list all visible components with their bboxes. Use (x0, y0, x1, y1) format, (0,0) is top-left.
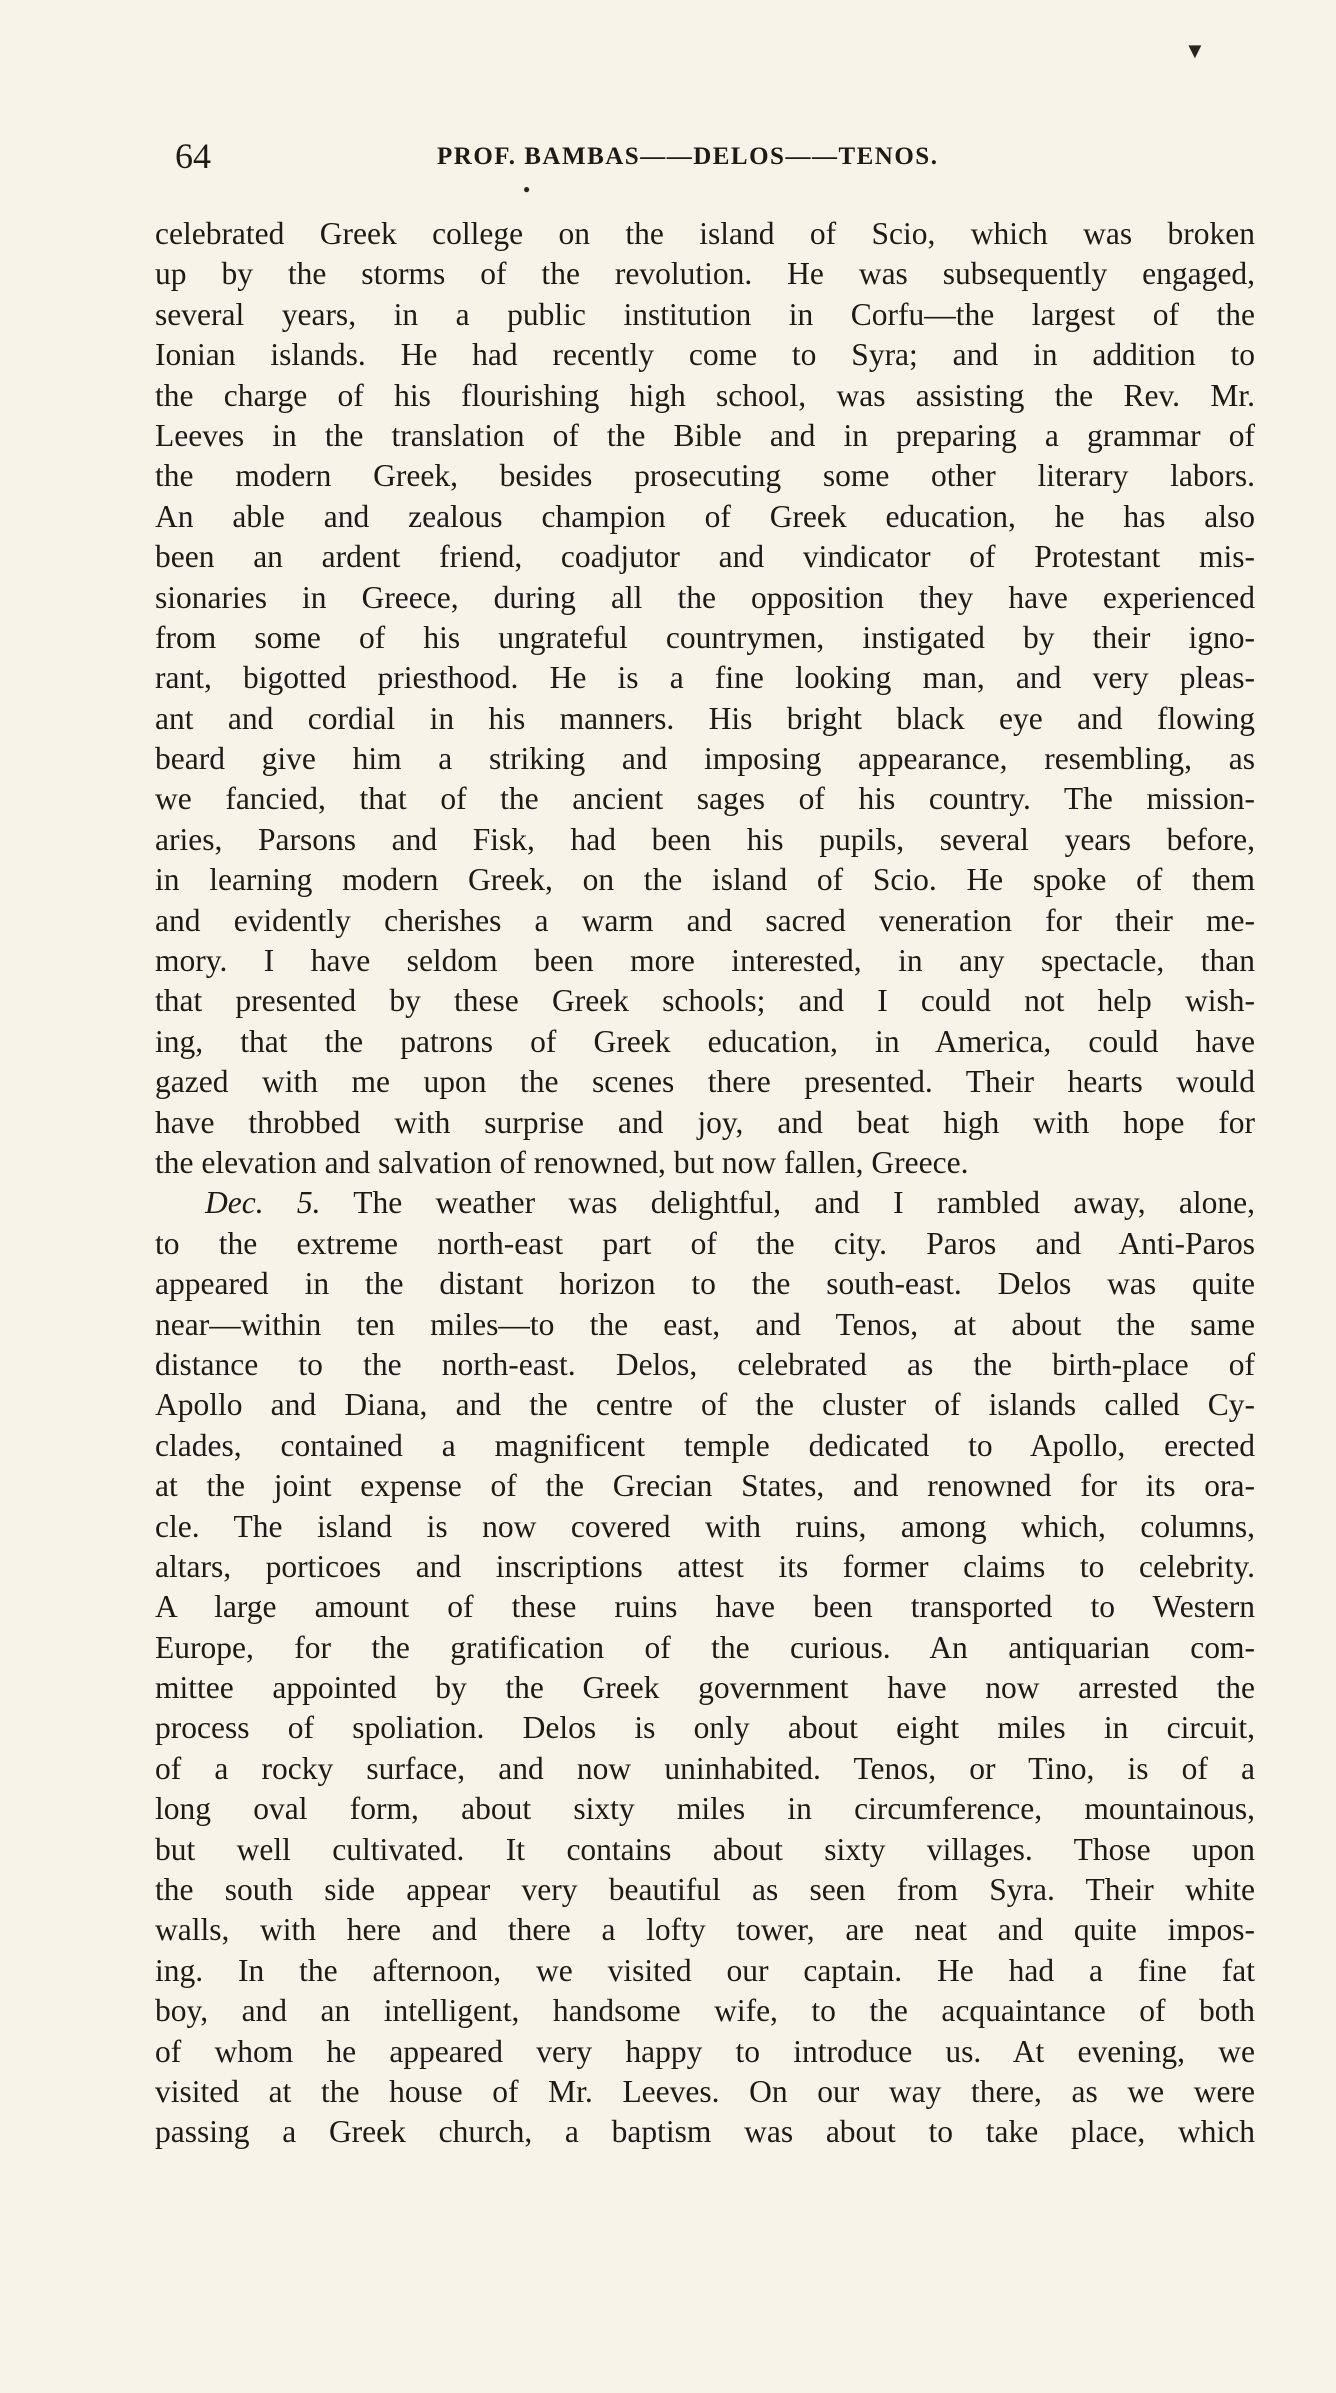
text-line: Ionian islands. He had recently come to Syra; and in addition to (155, 337, 1255, 373)
text-line: that presented by these Greek schools; and I could not help wish- (155, 983, 1255, 1019)
text-line: the charge of his flourishing high school, was assisting the Rev. Mr. (155, 377, 1255, 413)
text-line: ing, that the patrons of Greek education, in America, could have (155, 1023, 1255, 1059)
text-line: of whom he appeared very happy to introduce us. At evening, we (155, 2033, 1255, 2069)
text-line: An able and zealous champion of Greek education, he has also (155, 498, 1255, 534)
text-line: the elevation and salvation of renowned, but now fallen, Greece. (155, 1144, 969, 1180)
text-line: passing a Greek church, a baptism was about to take place, which (155, 2114, 1255, 2150)
text-line: we fancied, that of the ancient sages of his country. The mission- (155, 781, 1255, 817)
text-line: sionaries in Greece, during all the opposition they have experienced (155, 579, 1255, 615)
text-line: long oval form, about sixty miles in circumference, mountainous, (155, 1791, 1255, 1827)
text-line: the modern Greek, besides prosecuting some other literary labors. (155, 458, 1255, 494)
text-line: been an ardent friend, coadjutor and vindicator of Protestant mis- (155, 539, 1255, 575)
text-line: cle. The island is now covered with ruins, among which, columns, (155, 1508, 1255, 1544)
text-line: walls, with here and there a lofty tower, are neat and quite impos- (155, 1912, 1255, 1948)
text-line: altars, porticoes and inscriptions attest its former claims to celebrity. (155, 1548, 1255, 1584)
text-line: the south side appear very beautiful as seen from Syra. Their white (155, 1872, 1255, 1908)
text-line: have throbbed with surprise and joy, and beat high with hope for (155, 1104, 1255, 1140)
text-line: A large amount of these ruins have been transported to Western (155, 1589, 1255, 1625)
text-line: several years, in a public institution in Corfu—the largest of the (155, 296, 1255, 332)
text-line: mittee appointed by the Greek government have now arrested the (155, 1670, 1255, 1706)
text-line: process of spoliation. Delos is only about eight miles in circuit, (155, 1710, 1255, 1746)
text-line: ing. In the afternoon, we visited our captain. He had a fine fat (155, 1952, 1255, 1988)
text-line: mory. I have seldom been more interested, in any spectacle, than (155, 943, 1255, 979)
text-line: near—within ten miles—to the east, and Tenos, at about the same (155, 1306, 1255, 1342)
text-line: at the joint expense of the Grecian States, and renowned for its ora- (155, 1468, 1255, 1504)
date-label: Dec. 5. (205, 1185, 321, 1221)
text-line: celebrated Greek college on the island of Scio, which was broken (155, 216, 1255, 251)
text-line: and evidently cherishes a warm and sacred veneration for their me- (155, 902, 1255, 938)
text-line: Europe, for the gratification of the curious. An antiquarian com- (155, 1629, 1255, 1665)
paragraph-start-line (155, 1183, 1255, 1223)
text-line: of a rocky surface, and now uninhabited. Tenos, or Tino, is of a (155, 1750, 1255, 1786)
text-line: Apollo and Diana, and the centre of the cluster of islands called Cy- (155, 1387, 1255, 1423)
body-text (155, 214, 1255, 2153)
text-line: clades, contained a magnificent temple dedicated to Apollo, erected (155, 1427, 1255, 1463)
text-line: beard give him a striking and imposing appearance, resembling, as (155, 741, 1255, 777)
ink-dot: ● (523, 182, 531, 196)
text-line: gazed with me upon the scenes there presented. Their hearts would (155, 1064, 1255, 1100)
text-line: visited at the house of Mr. Leeves. On our way there, as we were (155, 2073, 1255, 2109)
text-line: to the extreme north-east part of the city. Paros and Anti-Paros (155, 1225, 1255, 1261)
text-line: in learning modern Greek, on the island of Scio. He spoke of them (155, 862, 1255, 898)
page-number: 64 (175, 136, 211, 176)
text-line: up by the storms of the revolution. He was subsequently engaged, (155, 256, 1255, 292)
text-line: rant, bigotted priesthood. He is a fine looking man, and very pleas- (155, 660, 1255, 696)
text-line: but well cultivated. It contains about sixty villages. Those upon (155, 1831, 1255, 1867)
text-line: ant and cordial in his manners. His bright black eye and flowing (155, 700, 1255, 736)
text-line: boy, and an intelligent, handsome wife, to the acquaintance of both (155, 1993, 1255, 2029)
running-head: PROF. BAMBAS——DELOS——TENOS. (437, 143, 939, 170)
text-line: appeared in the distant horizon to the south-east. Delos was quite (155, 1266, 1255, 1302)
text-line-rest: The weather was delightful, and I rambled away, alone, (353, 1185, 1255, 1221)
text-line: from some of his ungrateful countrymen, instigated by their igno- (155, 619, 1255, 655)
page-header (155, 136, 1255, 176)
text-line: distance to the north-east. Delos, celebrated as the birth-place of (155, 1346, 1255, 1382)
ink-mark: ▼ (1184, 38, 1206, 63)
text-line: aries, Parsons and Fisk, had been his pupils, several years before, (155, 821, 1255, 857)
text-line: Leeves in the translation of the Bible and in preparing a grammar of (155, 417, 1255, 453)
